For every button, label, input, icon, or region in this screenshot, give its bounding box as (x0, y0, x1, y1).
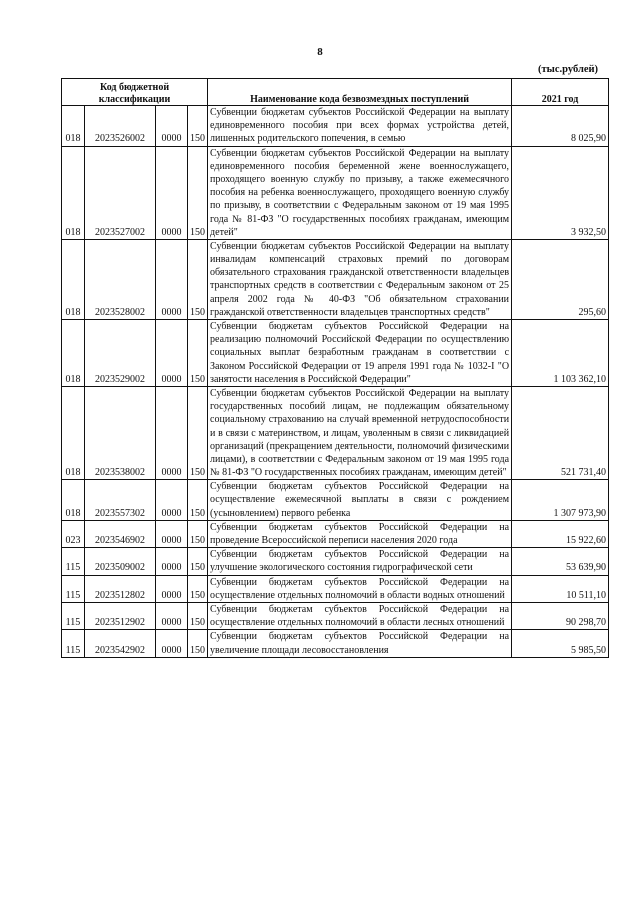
header-year: 2021 год (512, 79, 609, 106)
revenue-name-cell: Субвенции бюджетам субъектов Российской Федерации на проведение Всероссийской переписи населения 2020 года (208, 520, 512, 547)
amount-cell: 1 307 973,90 (512, 480, 609, 521)
admin-code-cell: 018 (62, 146, 85, 239)
table-row (62, 630, 609, 657)
revenue-name-cell: Субвенции бюджетам субъектов Российской Федерации на осуществление ежемесячной выплаты в связи с рождением (усыновлением) первого ребенка (208, 480, 512, 521)
amount-cell: 3 932,50 (512, 146, 609, 239)
subprogram-code-cell: 0000 (156, 575, 188, 602)
admin-code-cell: 018 (62, 239, 85, 319)
revenue-name-cell: Субвенции бюджетам субъектов Российской Федерации на выплату единовременного пособия при всех формах устройства детей, лишенных родительского попечения, в семью (208, 106, 512, 147)
table-row (62, 575, 609, 602)
table-row (62, 548, 609, 575)
table-row (62, 386, 609, 479)
revenue-name-cell: Субвенции бюджетам субъектов Российской Федерации на выплату государственных пособий лицам, не подлежащим обязательному социальному страхованию на случай временной нетрудоспособности и в связи с материнством, и лицам, уволенным в связи с ликвидацией организаций (прекращением деятельности, полномочий физическими лицами), в соответствии с Федеральным законом от 19 мая 1995 года № 81-ФЗ "О государственных пособиях гражданам, имеющим детей" (208, 386, 512, 479)
units-label: (тыс.рублей) (538, 64, 599, 75)
admin-code-cell: 115 (62, 602, 85, 629)
kind-code-cell: 150 (188, 575, 208, 602)
amount-cell: 15 922,60 (512, 520, 609, 547)
admin-code-cell: 115 (62, 575, 85, 602)
admin-code-cell: 018 (62, 386, 85, 479)
kind-code-cell: 150 (188, 239, 208, 319)
kind-code-cell: 150 (188, 106, 208, 147)
table-row (62, 480, 609, 521)
budget-code-cell: 2023546902 (85, 520, 156, 547)
admin-code-cell: 018 (62, 320, 85, 387)
amount-cell: 90 298,70 (512, 602, 609, 629)
revenue-table (61, 78, 609, 658)
admin-code-cell: 115 (62, 548, 85, 575)
kind-code-cell: 150 (188, 480, 208, 521)
revenue-name-cell: Субвенции бюджетам субъектов Российской Федерации на осуществление отдельных полномочий в области лесных отношений (208, 602, 512, 629)
budget-code-cell: 2023509002 (85, 548, 156, 575)
table-row (62, 239, 609, 319)
kind-code-cell: 150 (188, 548, 208, 575)
budget-code-cell: 2023528002 (85, 239, 156, 319)
kind-code-cell: 150 (188, 520, 208, 547)
subprogram-code-cell: 0000 (156, 520, 188, 547)
amount-cell: 8 025,90 (512, 106, 609, 147)
subprogram-code-cell: 0000 (156, 146, 188, 239)
revenue-name-cell: Субвенции бюджетам субъектов Российской Федерации на реализацию полномочий Российской Федерации по осуществлению социальных выплат безработным гражданам в соответствии с Законом Российской Федерации от 19 апреля 1991 года № 1032-I "О занятости населения в Российской Федерации" (208, 320, 512, 387)
table-row (62, 320, 609, 387)
kind-code-cell: 150 (188, 320, 208, 387)
amount-cell: 53 639,90 (512, 548, 609, 575)
kind-code-cell: 150 (188, 146, 208, 239)
budget-code-cell: 2023512802 (85, 575, 156, 602)
page-number: 8 (317, 46, 323, 58)
header-code: Код бюджетной классификации (62, 79, 208, 106)
subprogram-code-cell: 0000 (156, 480, 188, 521)
subprogram-code-cell: 0000 (156, 602, 188, 629)
budget-code-cell: 2023557302 (85, 480, 156, 521)
table-row (62, 602, 609, 629)
amount-cell: 5 985,50 (512, 630, 609, 657)
budget-code-cell: 2023538002 (85, 386, 156, 479)
subprogram-code-cell: 0000 (156, 239, 188, 319)
table-row (62, 106, 609, 147)
table-row (62, 146, 609, 239)
admin-code-cell: 023 (62, 520, 85, 547)
kind-code-cell: 150 (188, 386, 208, 479)
revenue-name-cell: Субвенции бюджетам субъектов Российской Федерации на осуществление отдельных полномочий в области водных отношений (208, 575, 512, 602)
subprogram-code-cell: 0000 (156, 548, 188, 575)
revenue-name-cell: Субвенции бюджетам субъектов Российской Федерации на выплату инвалидам компенсаций страховых премий по договорам обязательного страхования гражданской ответственности владельцев транспортных средств в соответствии с Федеральным законом от 25 апреля 2002 года № 40-ФЗ "Об обязательном страховании гражданской ответственности владельцев транспортных средств" (208, 239, 512, 319)
budget-code-cell: 2023512902 (85, 602, 156, 629)
admin-code-cell: 115 (62, 630, 85, 657)
subprogram-code-cell: 0000 (156, 386, 188, 479)
admin-code-cell: 018 (62, 106, 85, 147)
amount-cell: 521 731,40 (512, 386, 609, 479)
amount-cell: 10 511,10 (512, 575, 609, 602)
amount-cell: 1 103 362,10 (512, 320, 609, 387)
amount-cell: 295,60 (512, 239, 609, 319)
subprogram-code-cell: 0000 (156, 106, 188, 147)
revenue-name-cell: Субвенции бюджетам субъектов Российской Федерации на увеличение площади лесовосстановления (208, 630, 512, 657)
subprogram-code-cell: 0000 (156, 320, 188, 387)
table-row (62, 520, 609, 547)
revenue-name-cell: Субвенции бюджетам субъектов Российской Федерации на улучшение экологического состояния гидрографической сети (208, 548, 512, 575)
subprogram-code-cell: 0000 (156, 630, 188, 657)
kind-code-cell: 150 (188, 630, 208, 657)
budget-code-cell: 2023542902 (85, 630, 156, 657)
table-body (62, 106, 609, 658)
budget-code-cell: 2023527002 (85, 146, 156, 239)
kind-code-cell: 150 (188, 602, 208, 629)
table-header-row (62, 79, 609, 106)
budget-code-cell: 2023526002 (85, 106, 156, 147)
header-name: Наименование кода безвозмездных поступлений (208, 79, 512, 106)
revenue-name-cell: Субвенции бюджетам субъектов Российской Федерации на выплату единовременного пособия беременной жене военнослужащего, проходящего военную службу по призыву, а также ежемесячного пособия на ребенка военнослужащего, проходящего военную службу по призыву, в соответствии с Федеральным законом от 19 мая 1995 года № 81-ФЗ "О государственных пособиях гражданам, имеющим детей" (208, 146, 512, 239)
budget-code-cell: 2023529002 (85, 320, 156, 387)
admin-code-cell: 018 (62, 480, 85, 521)
